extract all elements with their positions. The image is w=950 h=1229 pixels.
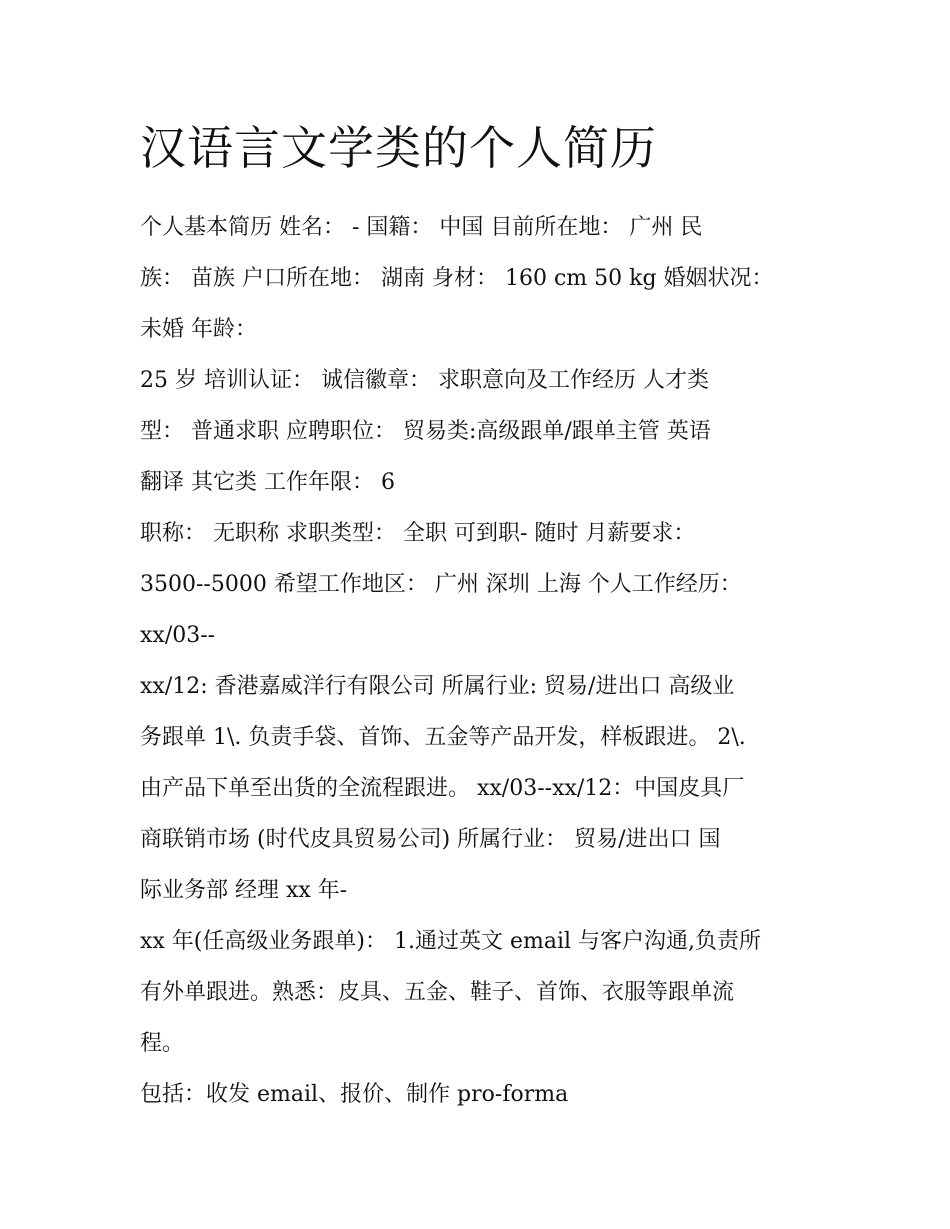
paragraph-includes — [140, 1069, 820, 1120]
paragraph-job-type — [140, 508, 820, 661]
text-line: 商联销市场 (时代皮具贸易公司) 所属行业： 贸易/进出口 国 — [140, 827, 721, 852]
paragraph-senior-merchandiser — [140, 916, 820, 1069]
text-line: 职称： 无职称 求职类型： 全职 可到职- 随时 月薪要求： — [140, 521, 696, 546]
paragraph-job-intention — [140, 355, 820, 508]
text-line: 翻译 其它类 工作年限： 6 — [140, 470, 395, 495]
paragraph-work-history — [140, 661, 820, 916]
text-line: 型： 普通求职 应聘职位： 贸易类:高级跟单/跟单主管 英语 — [140, 419, 711, 444]
text-line: 有外单跟进。熟悉：皮具、五金、鞋子、首饰、衣服等跟单流 — [140, 980, 735, 1005]
text-line: 务跟单 1\. 负责手袋、首饰、五金等产品开发，样板跟进。 2\. — [140, 725, 746, 750]
text-line: 际业务部 经理 xx 年- — [140, 878, 348, 903]
text-line: 程。 — [140, 1031, 185, 1056]
text-line: 25 岁 培训认证： 诚信徽章： 求职意向及工作经历 人才类 — [140, 368, 709, 393]
text-line: 3500--5000 希望工作地区： 广州 深圳 上海 个人工作经历： — [140, 572, 742, 597]
text-line: xx/03-- — [140, 623, 216, 648]
text-line: xx 年(任高级业务跟单)： 1.通过英文 email 与客户沟通,负责所 — [140, 929, 762, 954]
text-line: xx/12: 香港嘉威洋行有限公司 所属行业: 贸易/进出口 高级业 — [140, 674, 735, 699]
text-line: 包括：收发 email、报价、制作 pro-forma — [140, 1082, 569, 1107]
document-page — [140, 118, 820, 1120]
document-title: 汉语言文学类的个人简历 — [140, 121, 657, 175]
text-line: 未婚 年龄： — [140, 317, 257, 342]
text-line: 个人基本简历 姓名： - 国籍： 中国 目前所在地： 广州 民 — [140, 215, 703, 240]
text-line: 族： 苗族 户口所在地： 湖南 身材： 160 cm 50 kg 婚姻状况： — [140, 266, 774, 291]
paragraph-basic-info — [140, 202, 820, 355]
text-line: 由产品下单至出货的全流程跟进。 xx/03--xx/12：中国皮具厂 — [140, 776, 745, 801]
